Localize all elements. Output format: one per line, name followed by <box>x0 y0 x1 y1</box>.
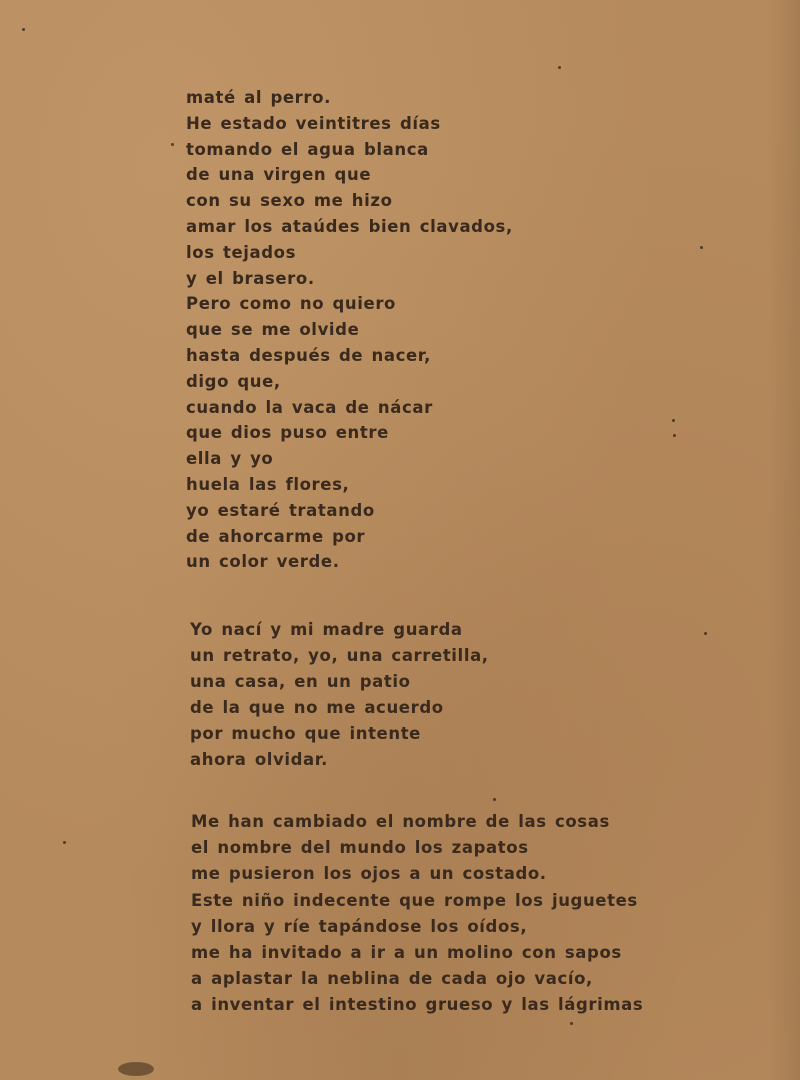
poem-line: con su sexo me hizo <box>186 191 393 211</box>
poem-line: los tejados <box>186 242 296 262</box>
poem-line: me ha invitado a ir a un molino con sapos <box>191 943 622 963</box>
poem-line: el nombre del mundo los zapatos <box>191 838 529 858</box>
paper-speck <box>171 143 174 146</box>
paper-speck <box>558 66 561 69</box>
paper-speck <box>704 632 707 635</box>
paper-speck <box>63 841 66 844</box>
poem-line: un color verde. <box>186 552 340 572</box>
poem-line: yo estaré tratando <box>186 500 375 520</box>
paper-speck <box>672 419 675 422</box>
poem-line: Pero como no quiero <box>186 294 396 314</box>
stanza-3 <box>191 809 643 1019</box>
poem-line: que se me olvide <box>186 320 360 340</box>
poem-line: tomando el agua blanca <box>186 139 429 159</box>
poem-line: He estado veintitres días <box>186 113 441 133</box>
poem-line: Yo nací y mi madre guarda <box>190 620 463 639</box>
paper-speck <box>570 1022 573 1025</box>
poem-line: y el brasero. <box>186 268 315 288</box>
poem-line: de ahorcarme por <box>186 526 366 546</box>
poem-line: Me han cambiado el nombre de las cosas <box>191 812 610 831</box>
poem-line: me pusieron los ojos a un costado. <box>191 864 547 884</box>
poem-line: por mucho que intente <box>190 724 421 743</box>
poem-line: digo que, <box>186 371 281 391</box>
paper-speck <box>673 434 676 437</box>
poem-line: y llora y ríe tapándose los oídos, <box>191 916 528 936</box>
paper-speck <box>22 28 25 31</box>
poem-line: cuando la vaca de nácar <box>186 397 433 417</box>
stanza-1 <box>186 85 513 575</box>
poem-line: de una virgen que <box>186 165 372 185</box>
poem-line: un retrato, yo, una carretilla, <box>190 646 489 665</box>
paper-speck <box>700 246 703 249</box>
poem-line: ella y yo <box>186 449 274 469</box>
poem-line: huela las flores, <box>186 474 350 494</box>
poem-line: una casa, en un patio <box>190 672 411 691</box>
poem-line: Este niño indecente que rompe los juguetes <box>191 890 638 910</box>
poem-line: hasta después de nacer, <box>186 345 431 365</box>
paper-speck <box>493 798 496 801</box>
poem-line: amar los ataúdes bien clavados, <box>186 216 513 236</box>
poem-line: a aplastar la neblina de cada ojo vacío, <box>191 969 593 989</box>
poem-line: maté al perro. <box>186 88 331 107</box>
poem-line: de la que no me acuerdo <box>190 698 444 717</box>
poem-line: que dios puso entre <box>186 423 389 443</box>
stanza-2 <box>190 617 489 773</box>
ink-smudge <box>118 1062 154 1076</box>
poem-line: ahora olvidar. <box>190 750 329 769</box>
poem-line: a inventar el intestino grueso y las lágrimas <box>191 995 644 1015</box>
